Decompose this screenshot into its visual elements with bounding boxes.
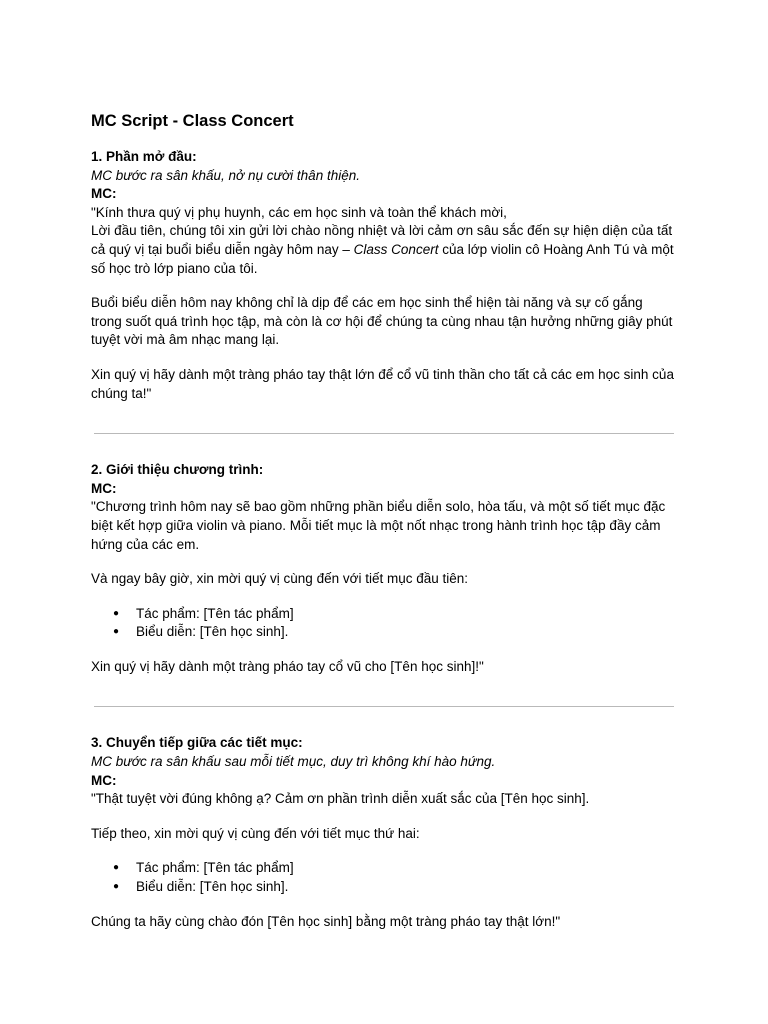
bullet-icon: ● <box>113 881 120 893</box>
bullet-icon: ● <box>113 862 120 874</box>
concert-name: Class Concert <box>353 241 439 257</box>
list-item <box>91 623 676 642</box>
bullet-icon: ● <box>113 607 120 619</box>
paragraph: Chúng ta hãy cùng chào đón [Tên học sinh] bằng một tràng pháo tay thật lớn!" <box>91 913 561 929</box>
spacer <box>91 809 676 825</box>
text-run: Lời đầu tiên, chúng tôi xin gửi lời chào nồng nhiệt và lời cảm ơn sâu sắc đến sự hiện diện của tất cả quý vị tại buổi biểu diễn ngày hôm nay – <box>91 223 673 257</box>
spacer <box>91 897 676 913</box>
text-run: của lớp violin cô Hoàng Anh Tú và một số học trò lớp piano của tôi. <box>91 241 674 276</box>
mc-label: MC: <box>91 772 117 788</box>
spacer <box>91 278 676 294</box>
paragraph: "Chương trình hôm nay sẽ bao gồm những phần biểu diễn solo, hòa tấu, và một số tiết mục đặc biệt kết hợp giữa violin và piano. Mỗi tiết mục là một nốt nhạc trong hành trình học tập đầy cảm hứng của các em. <box>91 499 666 552</box>
section-program <box>91 461 676 676</box>
stage-direction: MC bước ra sân khấu, nở nụ cười thân thiện. <box>91 167 360 183</box>
paragraph: Buổi biểu diễn hôm nay không chỉ là dịp để các em học sinh thể hiện tài năng và sự cố gắng trong suốt quá trình học tập, mà còn là cơ hội để chúng ta cùng nhau tận hưởng những giây phút tuyệt vời mà âm nhạc mang lại. <box>91 295 673 348</box>
paragraph: Tiếp theo, xin mời quý vị cùng đến với tiết mục thứ hai: <box>91 825 420 841</box>
document-content <box>91 110 676 931</box>
paragraph: "Thật tuyệt vời đúng không ạ? Cảm ơn phần trình diễn xuất sắc của [Tên học sinh]. <box>91 791 590 807</box>
bullet-icon: ● <box>113 626 120 638</box>
horizontal-divider <box>94 433 674 434</box>
list-item-text: Tác phẩm: [Tên tác phẩm] <box>136 605 294 621</box>
section-heading: 2. Giới thiệu chương trình: <box>91 462 264 478</box>
list-item <box>91 859 676 878</box>
horizontal-divider <box>94 706 674 707</box>
list-item <box>91 605 676 624</box>
section-heading: 1. Phần mở đầu: <box>91 149 197 164</box>
stage-direction: MC bước ra sân khấu sau mỗi tiết mục, duy trì không khí hào hứng. <box>91 754 496 770</box>
mc-label: MC: <box>91 480 117 496</box>
paragraph <box>91 222 676 278</box>
paragraph: Và ngay bây giờ, xin mời quý vị cùng đến với tiết mục đầu tiên: <box>91 571 468 587</box>
bullet-list <box>91 859 676 896</box>
section-heading: 3. Chuyển tiếp giữa các tiết mục: <box>91 735 303 751</box>
spacer <box>91 350 676 366</box>
spacer <box>91 589 676 605</box>
list-item-text: Tác phẩm: [Tên tác phẩm] <box>136 860 294 876</box>
section-transition <box>91 734 676 931</box>
spacer <box>91 554 676 570</box>
paragraph: "Kính thưa quý vị phụ huynh, các em học sinh và toàn thể khách mời, <box>91 204 507 220</box>
list-item <box>91 878 676 897</box>
list-item-text: Biểu diễn: [Tên học sinh]. <box>136 624 289 640</box>
spacer <box>91 843 676 859</box>
paragraph: Xin quý vị hãy dành một tràng pháo tay thật lớn để cổ vũ tinh thần cho tất cả các em học sinh của chúng ta!" <box>91 366 674 401</box>
mc-label: MC: <box>91 186 117 202</box>
list-item-text: Biểu diễn: [Tên học sinh]. <box>136 879 289 895</box>
spacer <box>91 642 676 658</box>
section-intro <box>91 148 676 403</box>
document-title: MC Script - Class Concert <box>91 112 294 130</box>
bullet-list <box>91 605 676 642</box>
paragraph: Xin quý vị hãy dành một tràng pháo tay cổ vũ cho [Tên học sinh]!" <box>91 658 484 674</box>
